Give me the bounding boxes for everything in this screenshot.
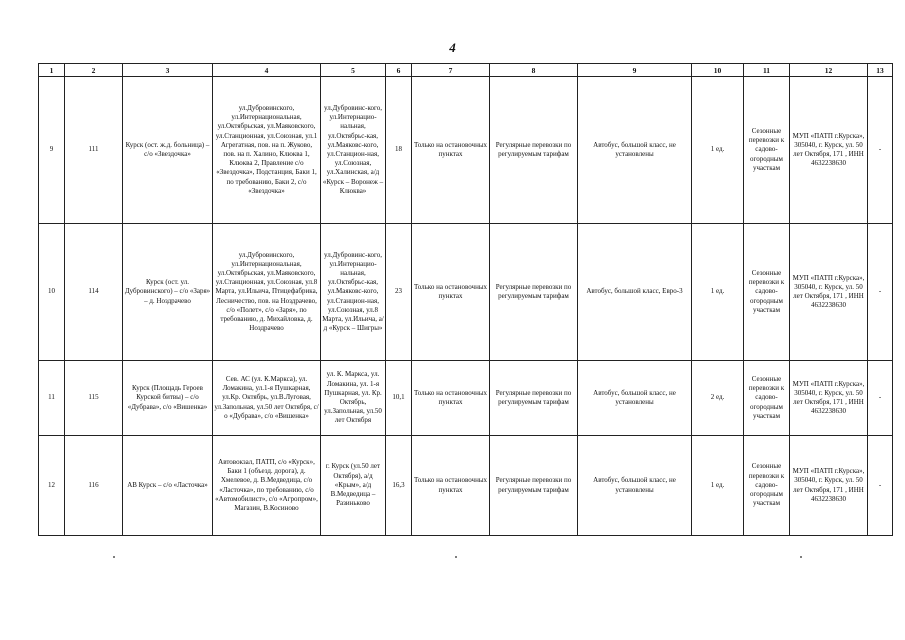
- route-stops: ул.Дубровинского, ул.Интернациональная, ул.Октябрьская, ул.Маяковского, ул.Станционная, ул.Союзная, ул.8 Марта, ул.Ильича, Птицефабрика, Лесничество, пов. на Ноздрачево, с/о «Полет», с/о «Заря», по требованию, д. Михайловка, д. Ноздрачево: [213, 224, 321, 361]
- vehicle-class: Автобус, большой класс, не установлены: [578, 361, 692, 436]
- carrier-info: МУП «ПАТП г.Курска», 305040, г. Курск, ул. 50 лет Октября, 171 , ИНН 4632238630: [790, 77, 868, 224]
- header-cell: 3: [123, 64, 213, 77]
- vehicle-count: 1 ед.: [692, 436, 744, 536]
- route-name: Курск (ост. ул. Дубровинского) – с/о «Заря» – д. Ноздрачево: [123, 224, 213, 361]
- seasonal-note: Сезонные перевозки к садово-огородным участкам: [744, 436, 790, 536]
- header-cell: 4: [213, 64, 321, 77]
- scan-speck: [113, 556, 115, 558]
- header-cell: 10: [692, 64, 744, 77]
- table-row: [39, 224, 893, 361]
- extra-cell: -: [868, 361, 893, 436]
- route-length: 18: [386, 77, 412, 224]
- transport-type: Регулярные перевозки по регулируемым тарифам: [490, 361, 578, 436]
- transport-type: Регулярные перевозки по регулируемым тарифам: [490, 77, 578, 224]
- table-row: [39, 77, 893, 224]
- route-number: 114: [65, 224, 123, 361]
- vehicle-class: Автобус, большой класс, не установлены: [578, 77, 692, 224]
- vehicle-count: 1 ед.: [692, 224, 744, 361]
- route-length: 10,1: [386, 361, 412, 436]
- extra-cell: -: [868, 77, 893, 224]
- route-length: 16,3: [386, 436, 412, 536]
- boarding-procedure: Только на остановочных пунктах: [412, 224, 490, 361]
- route-length: 23: [386, 224, 412, 361]
- route-stops: Автовокзал, ПАТП, с/о «Курск», Баки 1 (объезд. дорога), д. Хмелевое, д. В.Медведица, с/о «Ласточка», по требованию, с/о «Автомобилист», с/о «Агропром», Магазин, В.Косиново: [213, 436, 321, 536]
- table-row: [39, 436, 893, 536]
- row-number: 9: [39, 77, 65, 224]
- boarding-procedure: Только на остановочных пунктах: [412, 361, 490, 436]
- carrier-info: МУП «ПАТП г.Курска», 305040, г. Курск, ул. 50 лет Октября, 171 , ИНН 4632238630: [790, 224, 868, 361]
- boarding-procedure: Только на остановочных пунктах: [412, 436, 490, 536]
- route-number: 111: [65, 77, 123, 224]
- vehicle-count: 1 ед.: [692, 77, 744, 224]
- route-number: 115: [65, 361, 123, 436]
- route-name: Курск (ост. ж.д. больница) – с/о «Звездочка»: [123, 77, 213, 224]
- header-cell: 13: [868, 64, 893, 77]
- transport-type: Регулярные перевозки по регулируемым тарифам: [490, 224, 578, 361]
- header-cell: 7: [412, 64, 490, 77]
- header-cell: 8: [490, 64, 578, 77]
- vehicle-count: 2 ед.: [692, 361, 744, 436]
- route-streets: ул.Дубровинс-кого, ул.Интернацио-нальная, ул.Октябрьс-кая, ул.Маяковс-кого, ул.Станцион-ная, ул.Союзная, ул.8 Марта, ул.Ильича, а/д «Курск – Шигры»: [321, 224, 386, 361]
- routes-table: [38, 63, 893, 536]
- seasonal-note: Сезонные перевозки к садово-огородным участкам: [744, 224, 790, 361]
- boarding-procedure: Только на остановочных пунктах: [412, 77, 490, 224]
- header-cell: 12: [790, 64, 868, 77]
- header-cell: 9: [578, 64, 692, 77]
- route-streets: ул.Дубровинс-кого, ул.Интернацио-нальная, ул.Октябрьс-кая, ул.Маяковс-кого, ул.Станцион-ная, ул.Союзная, ул.Халинская, а/д «Курск – Воронеж – Клюква»: [321, 77, 386, 224]
- extra-cell: -: [868, 224, 893, 361]
- scan-speck: [455, 556, 457, 558]
- header-cell: 6: [386, 64, 412, 77]
- vehicle-class: Автобус, большой класс, не установлены: [578, 436, 692, 536]
- seasonal-note: Сезонные перевозки к садово-огородным участкам: [744, 361, 790, 436]
- transport-type: Регулярные перевозки по регулируемым тарифам: [490, 436, 578, 536]
- header-row: [39, 64, 893, 77]
- extra-cell: -: [868, 436, 893, 536]
- row-number: 12: [39, 436, 65, 536]
- header-cell: 2: [65, 64, 123, 77]
- route-stops: ул.Дубровинского, ул.Интернациональная, ул.Октябрьская, ул.Маяковского, ул.Станционная, ул.Союзная, ул.1 Агрегатная, пов. на п. Жуково, пов. на п. Халино, Клюква 1, Клюква 2, Правление с/о «Звездочка», Подстанция, Баки 1, по требованию, Баки 2, с/о «Звездочка»: [213, 77, 321, 224]
- header-cell: 11: [744, 64, 790, 77]
- header-cell: 5: [321, 64, 386, 77]
- route-number: 116: [65, 436, 123, 536]
- route-stops: Сев. АС (ул. К.Маркса), ул. Ломакина, ул.1-я Пушкарная, ул.Кр. Октябрь, ул.В.Луговая, ул.Запольная, ул.50 лет Октября, с/о «Дубрава», с/о «Вишенка»: [213, 361, 321, 436]
- row-number: 10: [39, 224, 65, 361]
- header-cell: 1: [39, 64, 65, 77]
- scan-speck: [800, 556, 802, 558]
- route-streets: ул. К. Маркса, ул. Ломакина, ул. 1-я Пушкарная, ул. Кр. Октябрь, ул.Запольная, ул.50 лет Октября: [321, 361, 386, 436]
- seasonal-note: Сезонные перевозки к садово-огородным участкам: [744, 77, 790, 224]
- row-number: 11: [39, 361, 65, 436]
- page-number: 4: [449, 40, 456, 55]
- route-name: АВ Курск – с/о «Ласточка»: [123, 436, 213, 536]
- table-row: [39, 361, 893, 436]
- vehicle-class: Автобус, большой класс, Евро-3: [578, 224, 692, 361]
- carrier-info: МУП «ПАТП г.Курска», 305040, г. Курск, ул. 50 лет Октября, 171 , ИНН 4632238630: [790, 436, 868, 536]
- route-name: Курск (Площадь Героев Курской битвы) – с/о «Дубрава», с/о «Вишенка»: [123, 361, 213, 436]
- route-streets: г. Курск (ул.50 лет Октября), а/д «Крым», а/д В.Медведица – Разиньково: [321, 436, 386, 536]
- carrier-info: МУП «ПАТП г.Курска», 305040, г. Курск, ул. 50 лет Октября, 171 , ИНН 4632238630: [790, 361, 868, 436]
